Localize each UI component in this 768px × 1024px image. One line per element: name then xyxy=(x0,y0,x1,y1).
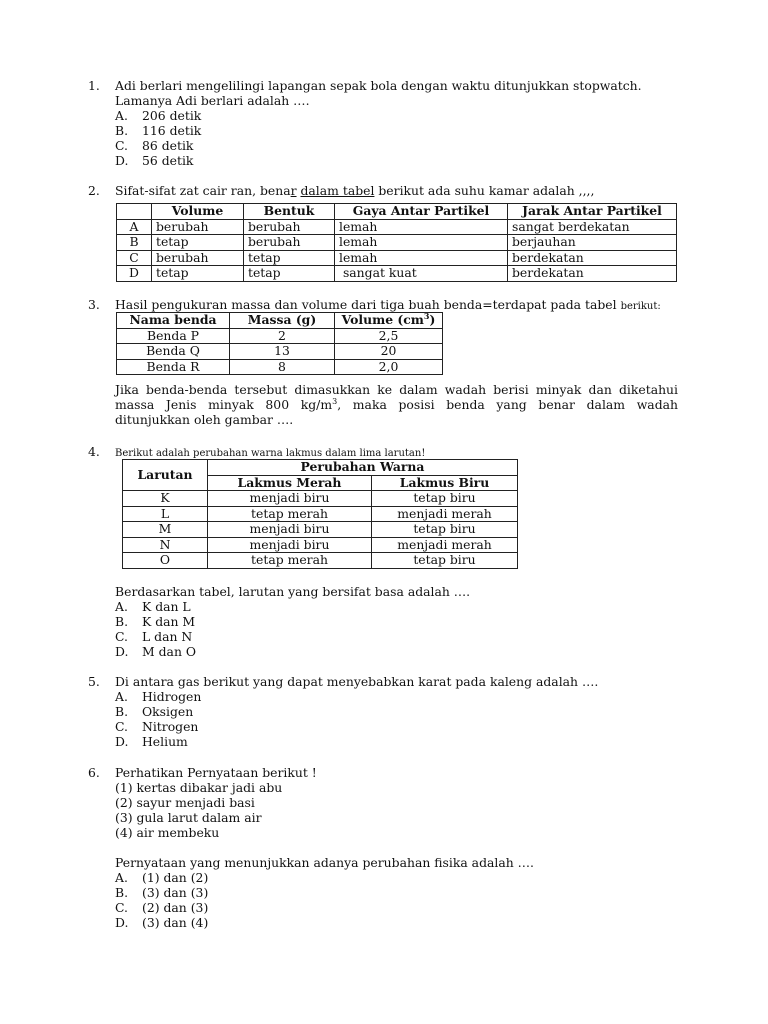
question-number: 5. xyxy=(88,674,100,689)
table-header-row: Larutan Perubahan Warna xyxy=(123,460,518,476)
option-d: D. Helium xyxy=(115,734,188,749)
question-text: Lamanya Adi berlari adalah …. xyxy=(115,93,310,108)
statement: (4) air membeku xyxy=(115,825,220,840)
option-c: C. Nitrogen xyxy=(115,719,199,734)
table-row: N menjadi biru menjadi merah xyxy=(123,537,518,553)
option-c: C. (2) dan (3) xyxy=(115,900,209,915)
question-text: massa Jenis minyak 800 $kg/m^3$, maka posisi benda yang benar dalam wadah xyxy=(115,396,678,412)
table-row: B tetap berubah lemah berjauhan xyxy=(117,235,677,251)
question-text: Berikut adalah perubahan warna lakmus dalam lima larutan! xyxy=(115,448,426,459)
question-number: 2. xyxy=(88,183,100,198)
option-c: C. 86 detik xyxy=(115,138,194,153)
statement: (3) gula larut dalam air xyxy=(115,810,262,825)
question-number: 6. xyxy=(88,765,100,780)
question-6 xyxy=(88,765,678,930)
option-b: B. 116 detik xyxy=(115,123,202,138)
table-row: Benda R 8 2,0 xyxy=(117,359,443,375)
table-row: A berubah berubah lemah sangat berdekatan xyxy=(117,219,677,235)
table-row: Benda P 2 2,5 xyxy=(117,328,443,344)
question-text: ditunjukkan oleh gambar …. xyxy=(115,412,294,427)
table-header-row: Lakmus Merah Lakmus Biru xyxy=(123,475,518,491)
statement: (2) sayur menjadi basi xyxy=(115,795,255,810)
option-a: A. Hidrogen xyxy=(115,689,202,704)
states-table xyxy=(116,203,677,282)
table-row: D tetap tetap sangat kuat berdekatan xyxy=(117,266,677,282)
question-5 xyxy=(88,674,678,749)
question-number: 4. xyxy=(88,444,100,459)
question-text: Jika benda-benda tersebut dimasukkan ke dalam wadah berisi minyak dan diketahui xyxy=(115,382,678,397)
option-d: D. (3) dan (4) xyxy=(115,915,209,930)
question-text: Perhatikan Pernyataan berikut ! xyxy=(115,765,317,780)
question-text: Hasil pengukuran massa dan volume dari tiga buah benda=terdapat pada tabel berikut: xyxy=(115,297,661,312)
table-row: M menjadi biru tetap biru xyxy=(123,522,518,538)
question-number: 1. xyxy=(88,78,100,93)
table-row: C berubah tetap lemah berdekatan xyxy=(117,250,677,266)
option-d: D. M dan O xyxy=(115,644,197,659)
table-header-row: Volume Bentuk Gaya Antar Partikel Jarak Antar Partikel xyxy=(117,204,677,220)
option-d: D. 56 detik xyxy=(115,153,194,168)
option-c: C. L dan N xyxy=(115,629,193,644)
option-b: B. (3) dan (3) xyxy=(115,885,209,900)
option-b: B. K dan M xyxy=(115,614,196,629)
statement: (1) kertas dibakar jadi abu xyxy=(115,780,283,795)
question-text: Sifat-sifat zat cair ran, benar dalam tabel berikut ada suhu kamar adalah ,,,, xyxy=(115,183,595,198)
question-number: 3. xyxy=(88,297,100,312)
option-b: B. Oksigen xyxy=(115,704,194,719)
litmus-table xyxy=(122,459,518,569)
question-text: Adi berlari mengelilingi lapangan sepak bola dengan waktu ditunjukkan stopwatch. xyxy=(115,78,642,93)
option-a: A. (1) dan (2) xyxy=(115,870,209,885)
option-a: A. K dan L xyxy=(115,599,191,614)
table-header-row: Nama benda Massa (g) Volume $(cm^3)$ xyxy=(117,313,443,329)
table-row: K menjadi biru tetap biru xyxy=(123,491,518,507)
question-text: Di antara gas berikut yang dapat menyebabkan karat pada kaleng adalah …. xyxy=(115,674,599,689)
question-4-body xyxy=(115,584,678,659)
question-2 xyxy=(88,183,678,198)
question-3-paragraph xyxy=(115,382,678,427)
table-row: O tetap merah tetap biru xyxy=(123,553,518,569)
table-row: L tetap merah menjadi merah xyxy=(123,506,518,522)
table-row: Benda Q 13 20 xyxy=(117,344,443,360)
mass-volume-table xyxy=(116,312,443,375)
question-1 xyxy=(88,78,678,168)
option-a: A. 206 detik xyxy=(115,108,202,123)
question-text: Pernyataan yang menunjukkan adanya perubahan fisika adalah …. xyxy=(115,855,534,870)
question-text: Berdasarkan tabel, larutan yang bersifat basa adalah …. xyxy=(115,584,471,599)
